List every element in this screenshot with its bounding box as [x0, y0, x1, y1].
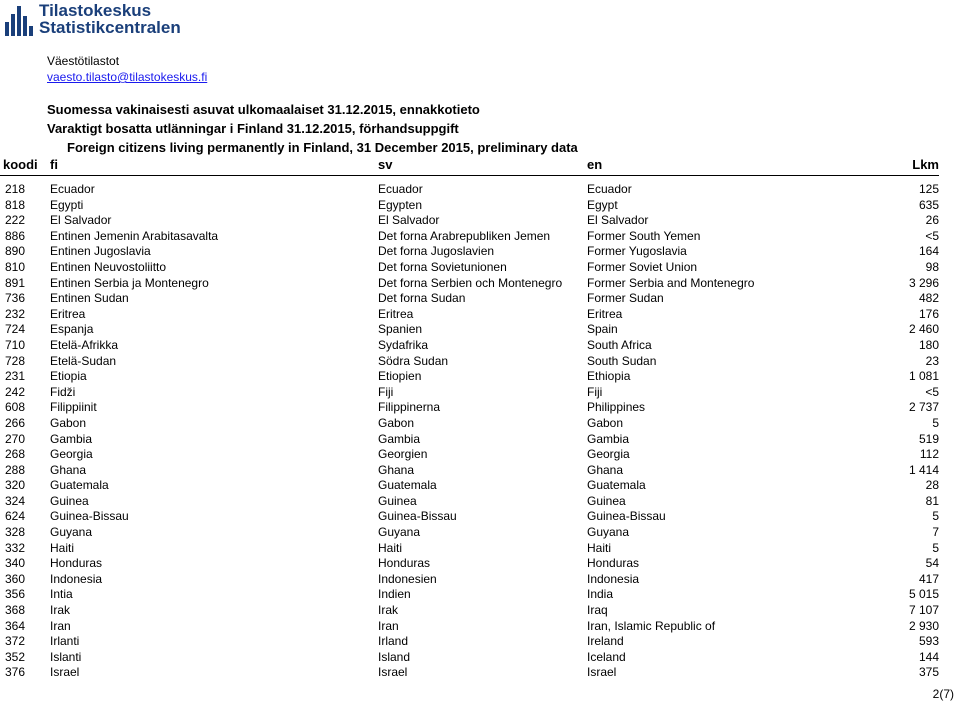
- cell-en: Israel: [587, 665, 617, 680]
- table-row: [0, 587, 939, 603]
- table-row: [0, 244, 939, 260]
- cell-sv: Irak: [378, 603, 399, 618]
- cell-en: Ireland: [587, 634, 624, 649]
- cell-code: 324: [5, 493, 26, 508]
- cell-sv: Det forna Serbien och Montenegro: [378, 275, 563, 290]
- contact-block: [47, 53, 207, 85]
- cell-sv: Irland: [378, 634, 409, 649]
- header-code: koodi: [0, 153, 50, 176]
- cell-count: 26: [925, 213, 939, 228]
- cell-count: <5: [925, 228, 939, 243]
- table-header-row: [0, 153, 939, 176]
- cell-sv: El Salvador: [378, 213, 440, 228]
- cell-count: 5: [932, 509, 939, 524]
- cell-code: 624: [5, 509, 26, 524]
- cell-fi: Eritrea: [50, 306, 86, 321]
- table-row: [0, 650, 939, 666]
- cell-fi: Haiti: [50, 540, 75, 555]
- cell-code: 728: [5, 353, 26, 368]
- cell-en: South Sudan: [587, 353, 657, 368]
- cell-fi: Ecuador: [50, 182, 95, 196]
- cell-code: 288: [5, 462, 26, 477]
- cell-en: Philippines: [587, 400, 646, 415]
- cell-count: 417: [918, 571, 939, 586]
- cell-count: 2 737: [908, 400, 939, 415]
- cell-sv: Haiti: [378, 540, 403, 555]
- cell-fi: Fidži: [50, 384, 76, 399]
- cell-sv: Gabon: [378, 415, 415, 430]
- cell-en: Ecuador: [587, 182, 632, 196]
- cell-code: 270: [5, 431, 26, 446]
- table-body: [0, 176, 939, 682]
- cell-code: 891: [5, 275, 26, 290]
- cell-en: Eritrea: [587, 306, 623, 321]
- table-row: [0, 478, 939, 494]
- cell-fi: Israel: [50, 665, 80, 680]
- table-row: [0, 307, 939, 323]
- cell-code: 222: [5, 213, 26, 228]
- cell-en: Haiti: [587, 540, 612, 555]
- cell-fi: Entinen Sudan: [50, 291, 129, 306]
- cell-code: 242: [5, 384, 26, 399]
- cell-sv: Ghana: [378, 462, 415, 477]
- cell-fi: Honduras: [50, 556, 103, 571]
- cell-code: 608: [5, 400, 26, 415]
- table-row: [0, 322, 939, 338]
- cell-en: Iraq: [587, 603, 608, 618]
- document-titles: [47, 100, 578, 157]
- cell-count: 176: [918, 306, 939, 321]
- logo-line-2: Statistikcentralen: [39, 18, 181, 37]
- cell-en: Guinea: [587, 493, 626, 508]
- cell-count: 375: [918, 665, 939, 680]
- table-row: [0, 665, 939, 681]
- cell-fi: Intia: [50, 587, 73, 602]
- cell-code: 736: [5, 291, 26, 306]
- cell-en: Guatemala: [587, 478, 646, 493]
- citizens-table: [0, 153, 939, 681]
- cell-en: Guinea-Bissau: [587, 509, 666, 524]
- cell-sv: Guyana: [378, 525, 421, 540]
- cell-sv: Ecuador: [378, 182, 423, 196]
- cell-en: Former Sudan: [587, 291, 664, 306]
- cell-fi: Irak: [50, 603, 71, 618]
- cell-fi: Guyana: [50, 525, 93, 540]
- cell-sv: Det forna Jugoslavien: [378, 244, 495, 259]
- cell-code: 886: [5, 228, 26, 243]
- cell-en: Fiji: [587, 384, 603, 399]
- cell-sv: Island: [378, 649, 411, 664]
- cell-count: 635: [918, 197, 939, 212]
- cell-code: 266: [5, 415, 26, 430]
- cell-sv: Spanien: [378, 322, 423, 337]
- cell-sv: Guinea: [378, 493, 417, 508]
- cell-code: 356: [5, 587, 26, 602]
- cell-code: 332: [5, 540, 26, 555]
- cell-count: <5: [925, 384, 939, 399]
- cell-code: 810: [5, 259, 26, 274]
- header-en: en: [587, 153, 807, 176]
- table-row: [0, 603, 939, 619]
- table-row: [0, 416, 939, 432]
- cell-code: 360: [5, 571, 26, 586]
- cell-code: 340: [5, 556, 26, 571]
- cell-code: 890: [5, 244, 26, 259]
- cell-en: El Salvador: [587, 213, 649, 228]
- cell-code: 268: [5, 447, 26, 462]
- cell-en: Former South Yemen: [587, 228, 701, 243]
- table-row: [0, 525, 939, 541]
- page-number: 2(7): [932, 687, 954, 701]
- cell-sv: Sydafrika: [378, 337, 429, 352]
- table-row: [0, 354, 939, 370]
- cell-fi: Etelä-Afrikka: [50, 337, 119, 352]
- cell-en: Egypt: [587, 197, 618, 212]
- contact-unit: Väestötilastot: [47, 54, 120, 68]
- logo-text: [39, 2, 181, 36]
- title-sv: Varaktigt bosatta utlänningar i Finland 31.12.2015, förhandsuppgift: [47, 121, 459, 136]
- cell-sv: Georgien: [378, 447, 428, 462]
- cell-fi: Filippiinit: [50, 400, 97, 415]
- cell-code: 231: [5, 369, 26, 384]
- table-row: [0, 276, 939, 292]
- cell-count: 5: [932, 415, 939, 430]
- cell-sv: Iran: [378, 618, 399, 633]
- table-row: [0, 229, 939, 245]
- table-row: [0, 260, 939, 276]
- cell-count: 1 081: [908, 369, 939, 384]
- table-row: [0, 182, 939, 198]
- cell-count: 98: [925, 259, 939, 274]
- cell-fi: Entinen Jugoslavia: [50, 244, 151, 259]
- cell-count: 7 107: [908, 603, 939, 618]
- cell-en: Ghana: [587, 462, 624, 477]
- cell-code: 232: [5, 306, 26, 321]
- cell-fi: Guinea-Bissau: [50, 509, 129, 524]
- cell-sv: Israel: [378, 665, 408, 680]
- cell-sv: Guatemala: [378, 478, 437, 493]
- cell-en: Gambia: [587, 431, 630, 446]
- cell-sv: Indonesien: [378, 571, 437, 586]
- cell-en: Iran, Islamic Republic of: [587, 618, 716, 633]
- cell-en: Guyana: [587, 525, 630, 540]
- cell-sv: Filippinerna: [378, 400, 441, 415]
- cell-en: Former Yugoslavia: [587, 244, 687, 259]
- cell-count: 144: [918, 649, 939, 664]
- title-fi: Suomessa vakinaisesti asuvat ulkomaalaiset 31.12.2015, ennakkotieto: [47, 102, 480, 117]
- table-row: [0, 619, 939, 635]
- cell-count: 28: [925, 478, 939, 493]
- cell-en: Former Serbia and Montenegro: [587, 275, 755, 290]
- cell-sv: Det forna Arabrepubliken Jemen: [378, 228, 551, 243]
- cell-fi: Etelä-Sudan: [50, 353, 117, 368]
- cell-en: Iceland: [587, 649, 626, 664]
- cell-count: 5 015: [908, 587, 939, 602]
- cell-en: Spain: [587, 322, 618, 337]
- cell-count: 3 296: [908, 275, 939, 290]
- cell-en: Ethiopia: [587, 369, 631, 384]
- cell-en: India: [587, 587, 614, 602]
- table-row: [0, 634, 939, 650]
- cell-sv: Etiopien: [378, 369, 422, 384]
- table-row: [0, 338, 939, 354]
- table-row: [0, 541, 939, 557]
- cell-code: 710: [5, 337, 26, 352]
- cell-count: 7: [932, 525, 939, 540]
- title-en: Foreign citizens living permanently in Finland, 31 December 2015, preliminary data: [67, 140, 578, 155]
- header-count: Lkm: [807, 153, 939, 176]
- cell-fi: Indonesia: [50, 571, 103, 586]
- cell-count: 593: [918, 634, 939, 649]
- cell-sv: Det forna Sudan: [378, 291, 466, 306]
- table-row: [0, 432, 939, 448]
- cell-count: 5: [932, 540, 939, 555]
- cell-fi: Entinen Serbia ja Montenegro: [50, 275, 209, 290]
- table-row: [0, 463, 939, 479]
- cell-sv: Egypten: [378, 197, 423, 212]
- cell-count: 2 930: [908, 618, 939, 633]
- cell-en: Former Soviet Union: [587, 259, 698, 274]
- table-row: [0, 494, 939, 510]
- table-row: [0, 447, 939, 463]
- cell-fi: Gabon: [50, 415, 87, 430]
- cell-sv: Det forna Sovietunionen: [378, 259, 507, 274]
- cell-en: Indonesia: [587, 571, 640, 586]
- table-row: [0, 509, 939, 525]
- table-row: [0, 556, 939, 572]
- cell-fi: Etiopia: [50, 369, 87, 384]
- cell-code: 372: [5, 634, 26, 649]
- cell-count: 125: [918, 182, 939, 196]
- cell-sv: Södra Sudan: [378, 353, 449, 368]
- table-row: [0, 213, 939, 229]
- logo-line-1: Tilastokeskus: [39, 1, 152, 20]
- cell-sv: Indien: [378, 587, 411, 602]
- cell-fi: Guatemala: [50, 478, 109, 493]
- cell-fi: Iran: [50, 618, 71, 633]
- table-row: [0, 369, 939, 385]
- table-row: [0, 385, 939, 401]
- cell-code: 368: [5, 603, 26, 618]
- cell-count: 2 460: [908, 322, 939, 337]
- cell-code: 218: [5, 182, 26, 196]
- table-row: [0, 291, 939, 307]
- cell-code: 724: [5, 322, 26, 337]
- cell-fi: Entinen Jemenin Arabitasavalta: [50, 228, 219, 243]
- table-row: [0, 572, 939, 588]
- cell-count: 54: [925, 556, 939, 571]
- header-fi: fi: [50, 153, 378, 176]
- cell-code: 328: [5, 525, 26, 540]
- cell-count: 180: [918, 337, 939, 352]
- cell-fi: Gambia: [50, 431, 93, 446]
- cell-count: 164: [918, 244, 939, 259]
- cell-sv: Honduras: [378, 556, 431, 571]
- logo-bars-icon: [3, 2, 35, 38]
- cell-sv: Guinea-Bissau: [378, 509, 457, 524]
- cell-fi: Egypti: [50, 197, 84, 212]
- cell-en: South Africa: [587, 337, 652, 352]
- cell-sv: Gambia: [378, 431, 421, 446]
- cell-count: 1 414: [908, 462, 939, 477]
- cell-code: 818: [5, 197, 26, 212]
- cell-count: 482: [918, 291, 939, 306]
- cell-count: 112: [919, 447, 939, 462]
- header-sv: sv: [378, 153, 587, 176]
- cell-fi: Georgia: [50, 447, 93, 462]
- cell-en: Georgia: [587, 447, 630, 462]
- cell-code: 352: [5, 649, 26, 664]
- statistics-finland-logo: [3, 2, 193, 38]
- cell-en: Honduras: [587, 556, 640, 571]
- cell-fi: Guinea: [50, 493, 89, 508]
- cell-count: 23: [925, 353, 939, 368]
- cell-fi: El Salvador: [50, 213, 112, 228]
- table-row: [0, 198, 939, 214]
- cell-fi: Entinen Neuvostoliitto: [50, 259, 167, 274]
- cell-count: 81: [925, 493, 939, 508]
- cell-fi: Irlanti: [50, 634, 80, 649]
- cell-fi: Espanja: [50, 322, 94, 337]
- cell-fi: Islanti: [50, 649, 82, 664]
- cell-code: 376: [5, 665, 26, 680]
- table-row: [0, 400, 939, 416]
- cell-count: 519: [918, 431, 939, 446]
- contact-email-link[interactable]: vaesto.tilasto@tilastokeskus.fi: [47, 70, 208, 84]
- cell-sv: Eritrea: [378, 306, 414, 321]
- cell-code: 364: [5, 618, 26, 633]
- cell-sv: Fiji: [378, 384, 394, 399]
- cell-code: 320: [5, 478, 26, 493]
- cell-en: Gabon: [587, 415, 624, 430]
- cell-fi: Ghana: [50, 462, 87, 477]
